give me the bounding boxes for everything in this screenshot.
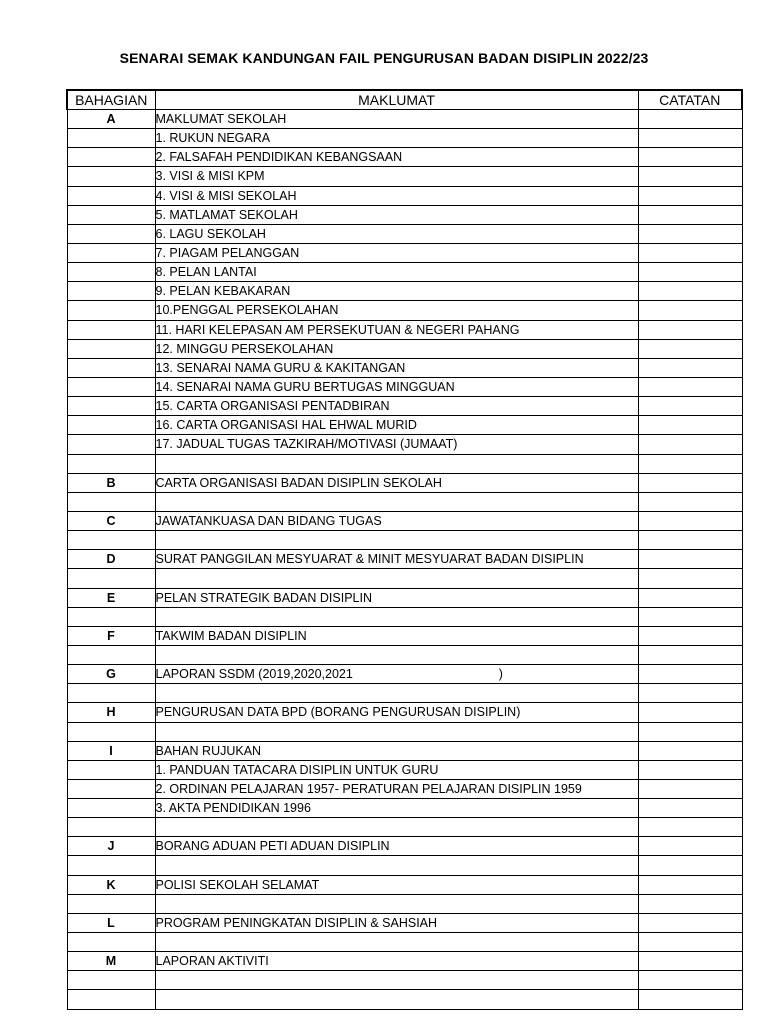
section-cell: I	[67, 741, 155, 760]
section-cell	[67, 397, 155, 416]
maklumat-cell: BORANG ADUAN PETI ADUAN DISIPLIN	[155, 837, 638, 856]
section-cell: D	[67, 550, 155, 569]
maklumat-cell	[155, 856, 638, 875]
table-row	[67, 454, 742, 473]
catatan-cell[interactable]	[638, 684, 742, 703]
table-row	[67, 875, 742, 894]
catatan-cell[interactable]	[638, 645, 742, 664]
maklumat-cell: 3. VISI & MISI KPM	[155, 167, 638, 186]
maklumat-cell: CARTA ORGANISASI BADAN DISIPLIN SEKOLAH	[155, 473, 638, 492]
maklumat-cell: PENGURUSAN DATA BPD (BORANG PENGURUSAN DISIPLIN)	[155, 703, 638, 722]
section-cell	[67, 435, 155, 454]
table-row	[67, 129, 742, 148]
section-cell	[67, 339, 155, 358]
section-cell: L	[67, 913, 155, 932]
maklumat-cell: 8. PELAN LANTAI	[155, 263, 638, 282]
table-header-row	[67, 90, 742, 110]
catatan-cell[interactable]	[638, 282, 742, 301]
table-row	[67, 818, 742, 837]
section-cell	[67, 377, 155, 396]
catatan-cell[interactable]	[638, 263, 742, 282]
maklumat-cell: POLISI SEKOLAH SELAMAT	[155, 875, 638, 894]
table-row	[67, 531, 742, 550]
section-cell: C	[67, 511, 155, 530]
catatan-cell[interactable]	[638, 550, 742, 569]
table-row	[67, 913, 742, 932]
catatan-cell[interactable]	[638, 148, 742, 167]
table-row	[67, 301, 742, 320]
table-row	[67, 224, 742, 243]
section-cell	[67, 320, 155, 339]
catatan-cell[interactable]	[638, 205, 742, 224]
maklumat-cell	[155, 971, 638, 990]
table-row	[67, 837, 742, 856]
catatan-cell[interactable]	[638, 301, 742, 320]
catatan-cell[interactable]	[638, 377, 742, 396]
maklumat-cell: 17. JADUAL TUGAS TAZKIRAH/MOTIVASI (JUMAAT)	[155, 435, 638, 454]
section-cell: F	[67, 626, 155, 645]
table-row	[67, 952, 742, 971]
maklumat-cell	[155, 607, 638, 626]
section-cell	[67, 148, 155, 167]
catatan-cell[interactable]	[638, 492, 742, 511]
maklumat-cell	[155, 645, 638, 664]
section-cell: E	[67, 588, 155, 607]
catatan-cell[interactable]	[638, 971, 742, 990]
table-row	[67, 377, 742, 396]
maklumat-cell: 1. RUKUN NEGARA	[155, 129, 638, 148]
maklumat-cell: 16. CARTA ORGANISASI HAL EHWAL MURID	[155, 416, 638, 435]
maklumat-cell: 6. LAGU SEKOLAH	[155, 224, 638, 243]
table-row	[67, 243, 742, 262]
section-cell	[67, 799, 155, 818]
table-row	[67, 779, 742, 798]
maklumat-cell: 1. PANDUAN TATACARA DISIPLIN UNTUK GURU	[155, 760, 638, 779]
catatan-cell[interactable]	[638, 569, 742, 588]
catatan-cell[interactable]	[638, 320, 742, 339]
table-row	[67, 665, 742, 684]
table-row	[67, 397, 742, 416]
maklumat-cell: 5. MATLAMAT SEKOLAH	[155, 205, 638, 224]
section-cell	[67, 818, 155, 837]
maklumat-cell: LAPORAN AKTIVITI	[155, 952, 638, 971]
table-row	[67, 588, 742, 607]
table-row	[67, 205, 742, 224]
catatan-cell[interactable]	[638, 167, 742, 186]
table-row	[67, 186, 742, 205]
maklumat-cell	[155, 722, 638, 741]
table-row	[67, 607, 742, 626]
header-catatan: CATATAN	[638, 90, 742, 110]
table-row	[67, 320, 742, 339]
maklumat-cell	[155, 454, 638, 473]
section-cell	[67, 263, 155, 282]
catatan-cell[interactable]	[638, 952, 742, 971]
section-cell	[67, 569, 155, 588]
catatan-cell[interactable]	[638, 913, 742, 932]
table-row	[67, 684, 742, 703]
table-row	[67, 339, 742, 358]
table-row	[67, 933, 742, 952]
section-cell	[67, 760, 155, 779]
table-row	[67, 569, 742, 588]
section-cell	[67, 607, 155, 626]
catatan-cell[interactable]	[638, 454, 742, 473]
maklumat-cell	[155, 569, 638, 588]
section-cell: J	[67, 837, 155, 856]
maklumat-cell: TAKWIM BADAN DISIPLIN	[155, 626, 638, 645]
table-row	[67, 550, 742, 569]
table-row	[67, 645, 742, 664]
table-row	[67, 722, 742, 741]
maklumat-cell: 11. HARI KELEPASAN AM PERSEKUTUAN & NEGERI PAHANG	[155, 320, 638, 339]
section-cell	[67, 645, 155, 664]
maklumat-cell: 12. MINGGU PERSEKOLAHAN	[155, 339, 638, 358]
catatan-cell[interactable]	[638, 856, 742, 875]
section-cell	[67, 492, 155, 511]
maklumat-cell	[155, 933, 638, 952]
section-cell	[67, 894, 155, 913]
section-cell	[67, 167, 155, 186]
section-cell: A	[67, 110, 155, 129]
section-cell	[67, 779, 155, 798]
maklumat-cell: 9. PELAN KEBAKARAN	[155, 282, 638, 301]
table-row	[67, 167, 742, 186]
section-cell	[67, 933, 155, 952]
section-cell	[67, 722, 155, 741]
table-row	[67, 703, 742, 722]
table-row	[67, 626, 742, 645]
catatan-cell[interactable]	[638, 626, 742, 645]
maklumat-cell: 10.PENGGAL PERSEKOLAHAN	[155, 301, 638, 320]
maklumat-cell: PROGRAM PENINGKATAN DISIPLIN & SAHSIAH	[155, 913, 638, 932]
catatan-cell[interactable]	[638, 799, 742, 818]
maklumat-cell: 2. ORDINAN PELAJARAN 1957- PERATURAN PELAJARAN DISIPLIN 1959	[155, 779, 638, 798]
catatan-cell[interactable]	[638, 531, 742, 550]
table-row	[67, 416, 742, 435]
checklist-table	[66, 89, 743, 1010]
section-cell	[67, 358, 155, 377]
section-cell	[67, 684, 155, 703]
section-cell	[67, 129, 155, 148]
maklumat-cell	[155, 818, 638, 837]
section-cell	[67, 416, 155, 435]
catatan-cell[interactable]	[638, 741, 742, 760]
section-cell: H	[67, 703, 155, 722]
table-row	[67, 492, 742, 511]
catatan-cell[interactable]	[638, 588, 742, 607]
maklumat-cell: PELAN STRATEGIK BADAN DISIPLIN	[155, 588, 638, 607]
maklumat-cell: BAHAN RUJUKAN	[155, 741, 638, 760]
maklumat-cell: 13. SENARAI NAMA GURU & KAKITANGAN	[155, 358, 638, 377]
table-row	[67, 511, 742, 530]
catatan-cell[interactable]	[638, 894, 742, 913]
catatan-cell[interactable]	[638, 224, 742, 243]
section-cell	[67, 971, 155, 990]
catatan-cell[interactable]	[638, 435, 742, 454]
section-cell	[67, 243, 155, 262]
maklumat-cell: 3. AKTA PENDIDIKAN 1996	[155, 799, 638, 818]
maklumat-cell	[155, 492, 638, 511]
section-cell	[67, 301, 155, 320]
catatan-cell[interactable]	[638, 110, 742, 129]
maklumat-cell: 2. FALSAFAH PENDIDIKAN KEBANGSAAN	[155, 148, 638, 167]
table-row	[67, 741, 742, 760]
catatan-cell[interactable]	[638, 511, 742, 530]
table-row	[67, 282, 742, 301]
catatan-cell[interactable]	[638, 186, 742, 205]
section-cell	[67, 224, 155, 243]
catatan-cell[interactable]	[638, 607, 742, 626]
section-cell	[67, 990, 155, 1009]
catatan-cell[interactable]	[638, 703, 742, 722]
page-title: SENARAI SEMAK KANDUNGAN FAIL PENGURUSAN BADAN DISIPLIN 2022/23	[119, 50, 649, 66]
section-cell: M	[67, 952, 155, 971]
table-row	[67, 990, 742, 1009]
catatan-cell[interactable]	[638, 875, 742, 894]
catatan-cell[interactable]	[638, 722, 742, 741]
table-row	[67, 894, 742, 913]
table-row	[67, 110, 742, 129]
table-row	[67, 856, 742, 875]
table-row	[67, 148, 742, 167]
catatan-cell[interactable]	[638, 818, 742, 837]
maklumat-cell: 14. SENARAI NAMA GURU BERTUGAS MINGGUAN	[155, 377, 638, 396]
maklumat-cell: 4. VISI & MISI SEKOLAH	[155, 186, 638, 205]
maklumat-cell	[155, 684, 638, 703]
header-bahagian: BAHAGIAN	[67, 90, 155, 110]
catatan-cell[interactable]	[638, 243, 742, 262]
checklist-rows	[67, 110, 742, 1010]
maklumat-cell: 15. CARTA ORGANISASI PENTADBIRAN	[155, 397, 638, 416]
catatan-cell[interactable]	[638, 665, 742, 684]
maklumat-cell: MAKLUMAT SEKOLAH	[155, 110, 638, 129]
section-cell: G	[67, 665, 155, 684]
table-row	[67, 358, 742, 377]
table-row	[67, 263, 742, 282]
header-maklumat: MAKLUMAT	[155, 90, 638, 110]
section-cell	[67, 454, 155, 473]
maklumat-cell	[155, 894, 638, 913]
catatan-cell[interactable]	[638, 129, 742, 148]
table-row	[67, 473, 742, 492]
maklumat-cell: SURAT PANGGILAN MESYUARAT & MINIT MESYUARAT BADAN DISIPLIN	[155, 550, 638, 569]
catatan-cell[interactable]	[638, 760, 742, 779]
maklumat-cell	[155, 990, 638, 1009]
catatan-cell[interactable]	[638, 358, 742, 377]
section-cell	[67, 282, 155, 301]
table-row	[67, 760, 742, 779]
table-row	[67, 435, 742, 454]
maklumat-cell	[155, 531, 638, 550]
section-cell	[67, 531, 155, 550]
table-row	[67, 799, 742, 818]
section-cell	[67, 205, 155, 224]
catatan-cell[interactable]	[638, 339, 742, 358]
catatan-cell[interactable]	[638, 990, 742, 1009]
maklumat-cell: JAWATANKUASA DAN BIDANG TUGAS	[155, 511, 638, 530]
section-cell: B	[67, 473, 155, 492]
catatan-cell[interactable]	[638, 779, 742, 798]
section-cell	[67, 856, 155, 875]
section-cell: K	[67, 875, 155, 894]
catatan-cell[interactable]	[638, 837, 742, 856]
section-cell	[67, 186, 155, 205]
catatan-cell[interactable]	[638, 397, 742, 416]
catatan-cell[interactable]	[638, 416, 742, 435]
catatan-cell[interactable]	[638, 473, 742, 492]
maklumat-cell: LAPORAN SSDM (2019,2020,2021 )	[155, 665, 638, 684]
table-row	[67, 971, 742, 990]
maklumat-cell: 7. PIAGAM PELANGGAN	[155, 243, 638, 262]
catatan-cell[interactable]	[638, 933, 742, 952]
